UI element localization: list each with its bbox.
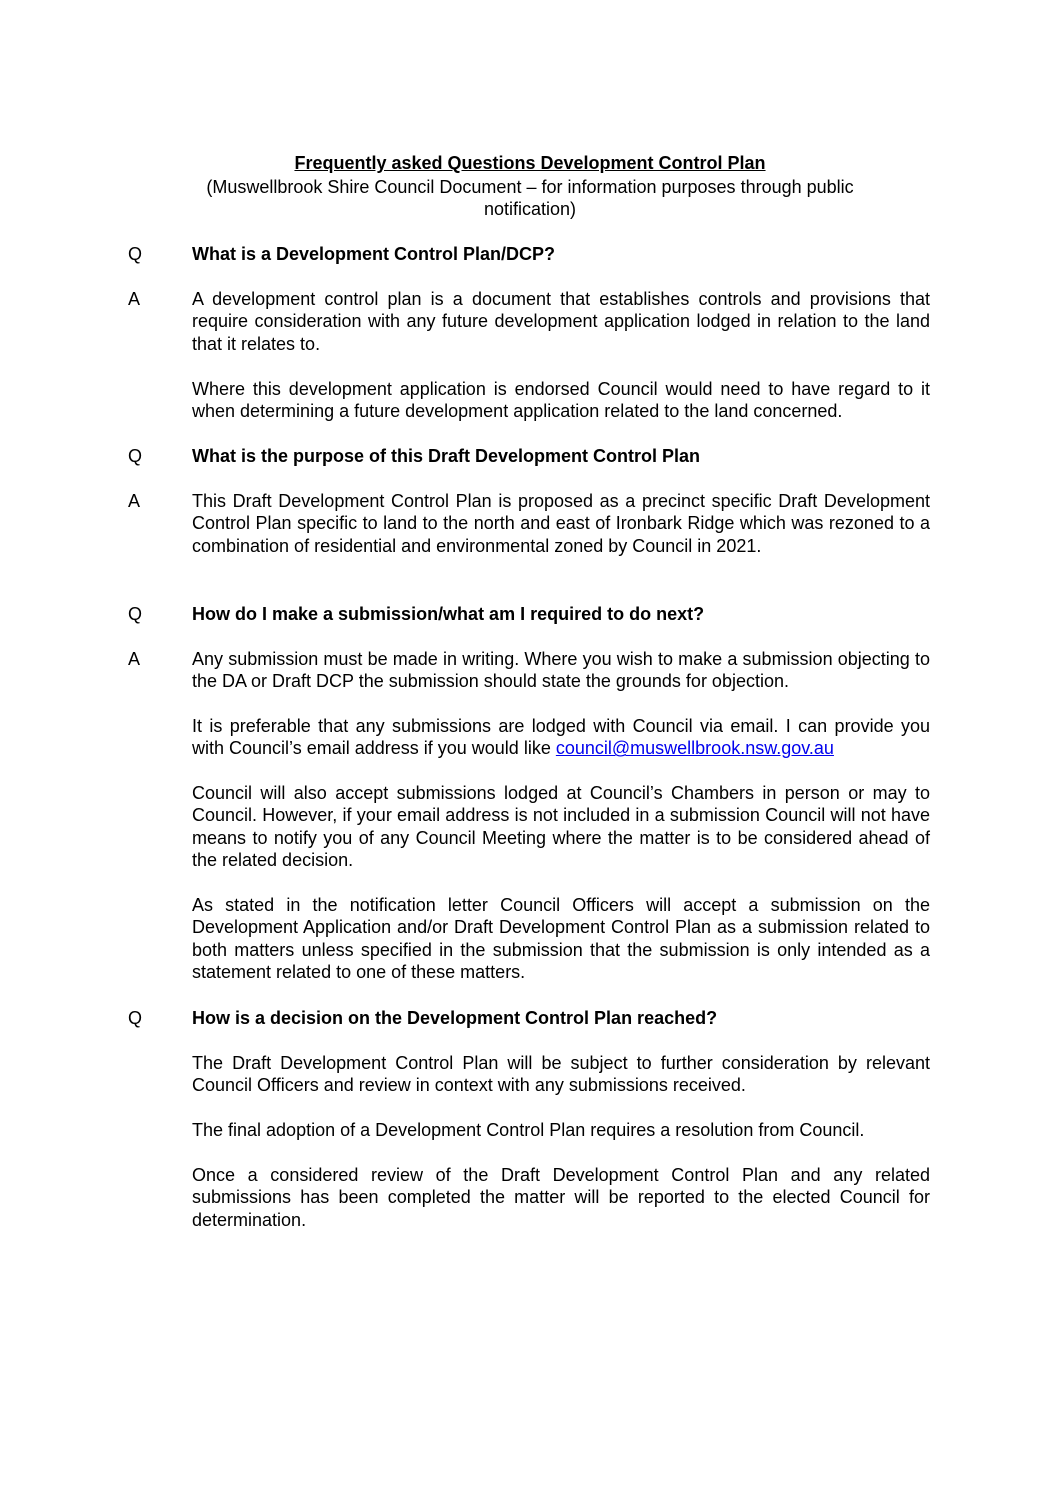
document-title: Frequently asked Questions Development Control Plan	[294, 153, 766, 173]
answer-3-paragraph-1: Any submission must be made in writing. Where you wish to make a submission objecting to the DA or Draft DCP the submission should state the grounds for objection.	[192, 649, 930, 692]
answer-4-paragraph-1: The Draft Development Control Plan will be subject to further consideration by relevant Council Officers and review in context with any submissions received.	[192, 1053, 930, 1096]
answer-3-paragraph-2-text: It is preferable that any submissions are lodged with Council via email. I can provide you with Council’s email address if you would like	[192, 716, 930, 759]
question-marker: Q	[128, 446, 143, 466]
answer-1-paragraph-1: A development control plan is a document that establishes controls and provisions that require consideration with any future development application lodged in relation to the land that it relates to.	[192, 289, 930, 354]
question-marker: Q	[128, 1008, 143, 1028]
answer-marker: A	[128, 491, 141, 511]
answer-2-paragraph-1: This Draft Development Control Plan is proposed as a precinct specific Draft Development Control Plan specific to land to the north and east of Ironbark Ridge which was rezoned to a combination of residential and environmental zoned by Council in 2021.	[192, 491, 930, 556]
answer-3-paragraph-2	[192, 715, 930, 760]
question-4: How is a decision on the Development Control Plan reached?	[192, 1008, 718, 1028]
answer-3-paragraph-4: As stated in the notification letter Council Officers will accept a submission on the Development Application and/or Draft Development Control Plan as a submission related to both matters unless specified in the submission that the submission is only intended as a statement related to one of these matters.	[192, 895, 930, 983]
question-3: How do I make a submission/what am I required to do next?	[192, 604, 705, 624]
document-subtitle: (Muswellbrook Shire Council Document – for information purposes through public notification)	[206, 177, 854, 219]
question-1: What is a Development Control Plan/DCP?	[192, 244, 556, 264]
answer-3-paragraph-3: Council will also accept submissions lodged at Council’s Chambers in person or may to Council. However, if your email address is not included in a submission Council will not have means to notify you of any Council Meeting where the matter is to be considered ahead of the related decision.	[192, 783, 930, 871]
answer-1-paragraph-2: Where this development application is endorsed Council would need to have regard to it when determining a future development application related to the land concerned.	[192, 379, 930, 422]
council-email-link[interactable]: council@muswellbrook.nsw.gov.au	[555, 738, 834, 759]
question-2: What is the purpose of this Draft Development Control Plan	[192, 446, 701, 466]
answer-4-paragraph-2: The final adoption of a Development Control Plan requires a resolution from Council.	[192, 1120, 865, 1140]
answer-marker: A	[128, 649, 141, 669]
question-marker: Q	[128, 244, 143, 264]
answer-marker: A	[128, 289, 141, 309]
question-marker: Q	[128, 604, 143, 624]
answer-4-paragraph-3: Once a considered review of the Draft Development Control Plan and any related submissions has been completed the matter will be reported to the elected Council for determination.	[192, 1165, 930, 1230]
